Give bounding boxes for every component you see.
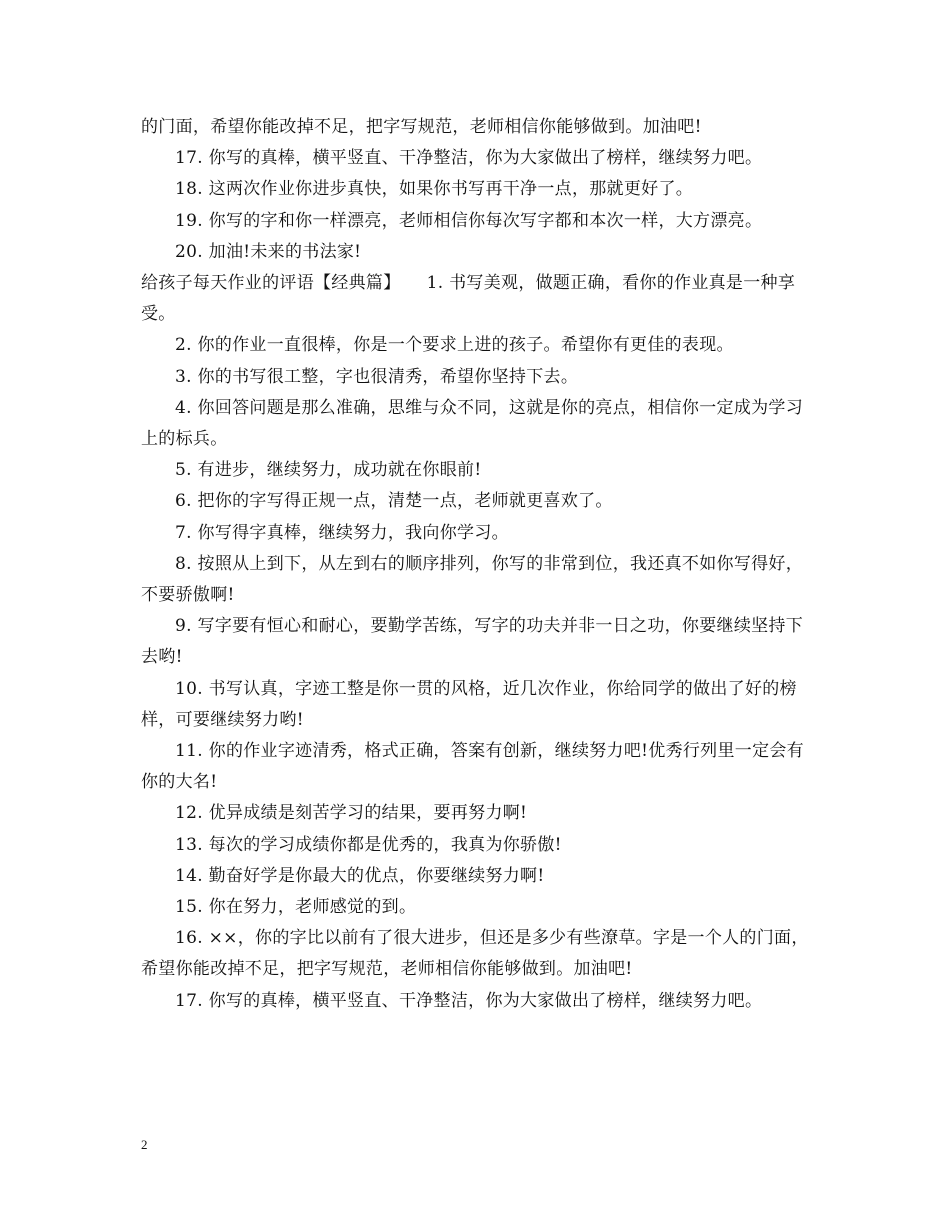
- paragraph: 14. 勤奋好学是你最大的优点，你要继续努力啊!: [175, 865, 545, 886]
- paragraph: 16. ××，你的字比以前有了很大进步，但还是多少有些潦草。字是一个人的门面，希望你能改掉不足，把字写规范，老师相信你能够做到。加油吧!: [141, 928, 809, 980]
- paragraph: 20. 加油!未来的书法家!: [175, 241, 362, 262]
- paragraph: 给孩子每天作业的评语【经典篇】 1. 书写美观，做题正确，看你的作业真是一种享受。: [141, 273, 796, 325]
- paragraph: 19. 你写的字和你一样漂亮，老师相信你每次写字都和本次一样，大方漂亮。: [175, 210, 763, 231]
- paragraph: 8. 按照从上到下，从左到右的顺序排列，你写的非常到位，我还真不如你写得好，不要骄傲啊!: [141, 553, 804, 606]
- document-body: [141, 112, 811, 1017]
- paragraph: 15. 你在努力，老师感觉的到。: [175, 897, 417, 918]
- paragraph: 10. 书写认真，字迹工整是你一贯的风格，近几次作业，你给同学的做出了好的榜样，可要继续努力哟!: [141, 678, 797, 730]
- paragraph: 9. 写字要有恒心和耐心，要勤学苦练，写字的功夫并非一日之功，你要继续坚持下去哟!: [141, 616, 804, 668]
- paragraph: 6. 把你的字写得正规一点，清楚一点，老师就更喜欢了。: [175, 491, 613, 512]
- paragraph: 3. 你的书写很工整，字也很清秀，希望你坚持下去。: [175, 366, 579, 387]
- paragraph: 4. 你回答问题是那么准确，思维与众不同，这就是你的亮点，相信你一定成为学习上的标兵。: [141, 397, 804, 450]
- paragraph: 17. 你写的真棒，横平竖直、干净整洁，你为大家做出了榜样，继续努力吧。: [175, 148, 763, 169]
- paragraph: 12. 优异成绩是刻苦学习的结果，要再努力啊!: [175, 803, 528, 824]
- paragraph: 11. 你的作业字迹清秀，格式正确，答案有创新，继续努力吧!优秀行列里一定会有你的大名!: [141, 741, 804, 793]
- paragraph: 的门面，希望你能改掉不足，把字写规范，老师相信你能够做到。加油吧!: [141, 117, 702, 137]
- paragraph: 7. 你写得字真棒，继续努力，我向你学习。: [175, 522, 509, 543]
- paragraph: 2. 你的作业一直很棒，你是一个要求上进的孩子。希望你有更佳的表现。: [175, 335, 734, 356]
- paragraph: 13. 每次的学习成绩你都是优秀的，我真为你骄傲!: [175, 834, 562, 855]
- page-number: 2: [141, 1137, 148, 1152]
- paragraph: 5. 有进步，继续努力，成功就在你眼前!: [175, 460, 482, 481]
- paragraph: 17. 你写的真棒，横平竖直、干净整洁，你为大家做出了榜样，继续努力吧。: [175, 990, 763, 1011]
- paragraph: 18. 这两次作业你进步真快，如果你书写再干净一点，那就更好了。: [175, 179, 694, 200]
